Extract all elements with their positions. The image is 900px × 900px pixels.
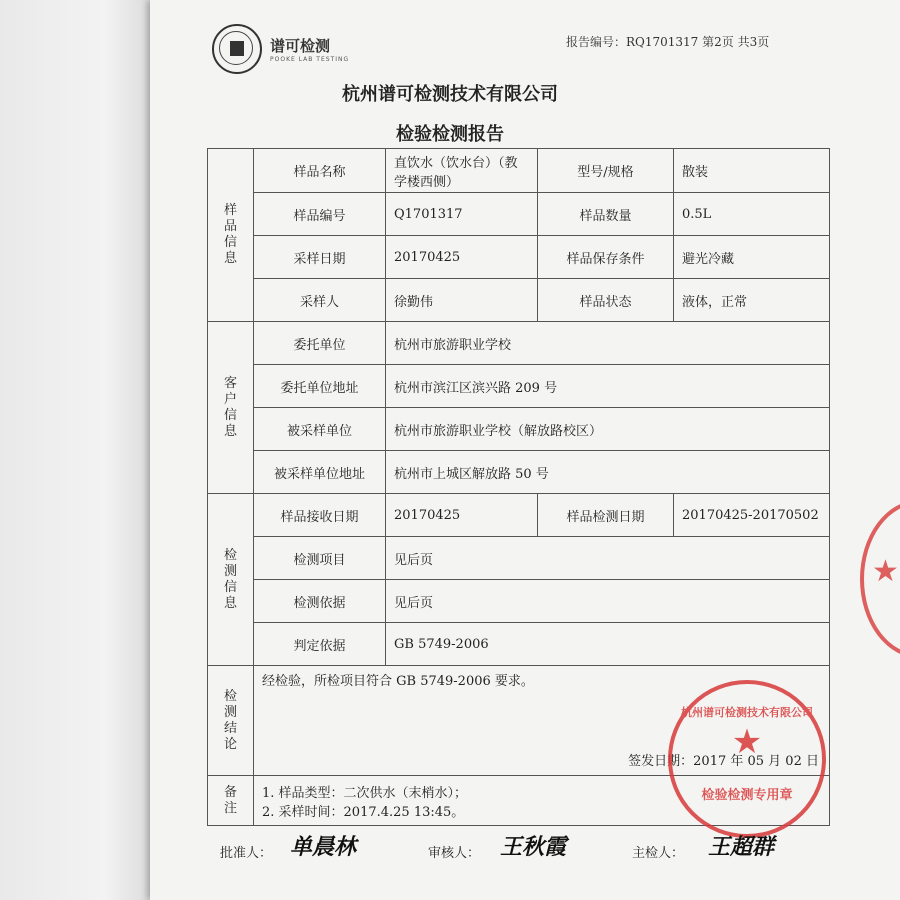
sample-name-value: 直饮水（饮水台）（教学楼西侧）: [386, 149, 538, 193]
sampled-address-label: 被采样单位地址: [254, 451, 386, 494]
approver-signature: 单晨林: [290, 834, 357, 860]
logo-en-text: POOKE LAB TESTING: [270, 56, 350, 63]
sampling-date-label: 采样日期: [254, 236, 386, 279]
sample-state-label: 样品状态: [538, 279, 674, 322]
issue-date: 签发日期：2017 年 05 月 02 日: [628, 754, 819, 769]
table-row: [208, 580, 830, 623]
sample-name-label: 样品名称: [254, 149, 386, 193]
client-address-value: 杭州市滨江区滨兴路 209 号: [386, 365, 830, 408]
test-basis-value: 见后页: [386, 580, 830, 623]
table-row: [208, 537, 830, 580]
test-items-label: 检测项目: [254, 537, 386, 580]
logo-badge-icon: [212, 24, 262, 74]
seal-top-text: 杭州谱可检测技术有限公司: [681, 706, 813, 719]
test-date-value: 20170425-20170502: [674, 494, 830, 537]
inspector-label: 主检人：: [632, 846, 685, 861]
test-items-value: 见后页: [386, 537, 830, 580]
sampled-address-value: 杭州市上城区解放路 50 号: [386, 451, 830, 494]
sample-qty-label: 样品数量: [538, 193, 674, 236]
section-sample-info: 样 品 信 息: [208, 149, 254, 322]
client-unit-value: 杭州市旅游职业学校: [386, 322, 830, 365]
test-basis-label: 检测依据: [254, 580, 386, 623]
company-name: 杭州谱可检测技术有限公司: [342, 84, 558, 105]
sampled-unit-label: 被采样单位: [254, 408, 386, 451]
model-value: 散装: [674, 149, 830, 193]
sample-id-label: 样品编号: [254, 193, 386, 236]
approver-label: 批准人：: [220, 846, 273, 861]
section-test-info: 检 测 信 息: [208, 494, 254, 666]
criteria-label: 判定依据: [254, 623, 386, 666]
remark-line-1: 1. 样品类型：二次供水（末梢水）；: [262, 785, 468, 801]
table-row: [208, 408, 830, 451]
client-address-label: 委托单位地址: [254, 365, 386, 408]
seal-bottom-text: 检验检测专用章: [701, 788, 793, 803]
company-logo: [212, 24, 349, 74]
sampler-label: 采样人: [254, 279, 386, 322]
seal-star-icon: ★: [731, 722, 763, 762]
sampled-unit-value: 杭州市旅游职业学校（解放路校区）: [386, 408, 830, 451]
section-client-info: 客 户 信 息: [208, 322, 254, 494]
partial-seal-star-icon: ★: [872, 554, 899, 589]
client-unit-label: 委托单位: [254, 322, 386, 365]
sampling-date-value: 20170425: [386, 236, 538, 279]
criteria-value: GB 5749-2006: [386, 623, 830, 666]
test-date-label: 样品检测日期: [538, 494, 674, 537]
section-conclusion: 检 测 结 论: [208, 666, 254, 776]
report-number: 报告编号：RQ1701317 第2页 共3页: [566, 35, 770, 49]
remark-line-2: 2. 采样时间：2017.4.25 13:45。: [262, 804, 465, 820]
table-row: [208, 623, 830, 666]
table-row: [208, 365, 830, 408]
table-row: [208, 236, 830, 279]
conclusion-text: 经检验，所检项目符合 GB 5749-2006 要求。: [262, 674, 534, 689]
sampler-value: 徐勤伟: [386, 279, 538, 322]
section-remarks: 备 注: [208, 776, 254, 826]
reviewer-signature: 王秋霞: [500, 834, 567, 860]
sample-state-value: 液体，正常: [674, 279, 830, 322]
table-row: [208, 193, 830, 236]
table-row: [208, 149, 830, 193]
table-row: [208, 322, 830, 365]
sample-id-value: Q1701317: [386, 193, 538, 236]
table-row: [208, 494, 830, 537]
inspector-signature: 王超群: [708, 834, 775, 860]
sample-qty-value: 0.5L: [674, 193, 830, 236]
reviewer-label: 审核人：: [428, 846, 481, 861]
document-title: 检验检测报告: [396, 124, 504, 145]
storage-value: 避光冷藏: [674, 236, 830, 279]
table-row: [208, 451, 830, 494]
table-row: [208, 279, 830, 322]
receive-date-value: 20170425: [386, 494, 538, 537]
model-label: 型号/规格: [538, 149, 674, 193]
storage-label: 样品保存条件: [538, 236, 674, 279]
logo-cn-text: 谱可检测: [270, 37, 331, 55]
receive-date-label: 样品接收日期: [254, 494, 386, 537]
official-seal: [668, 680, 826, 838]
